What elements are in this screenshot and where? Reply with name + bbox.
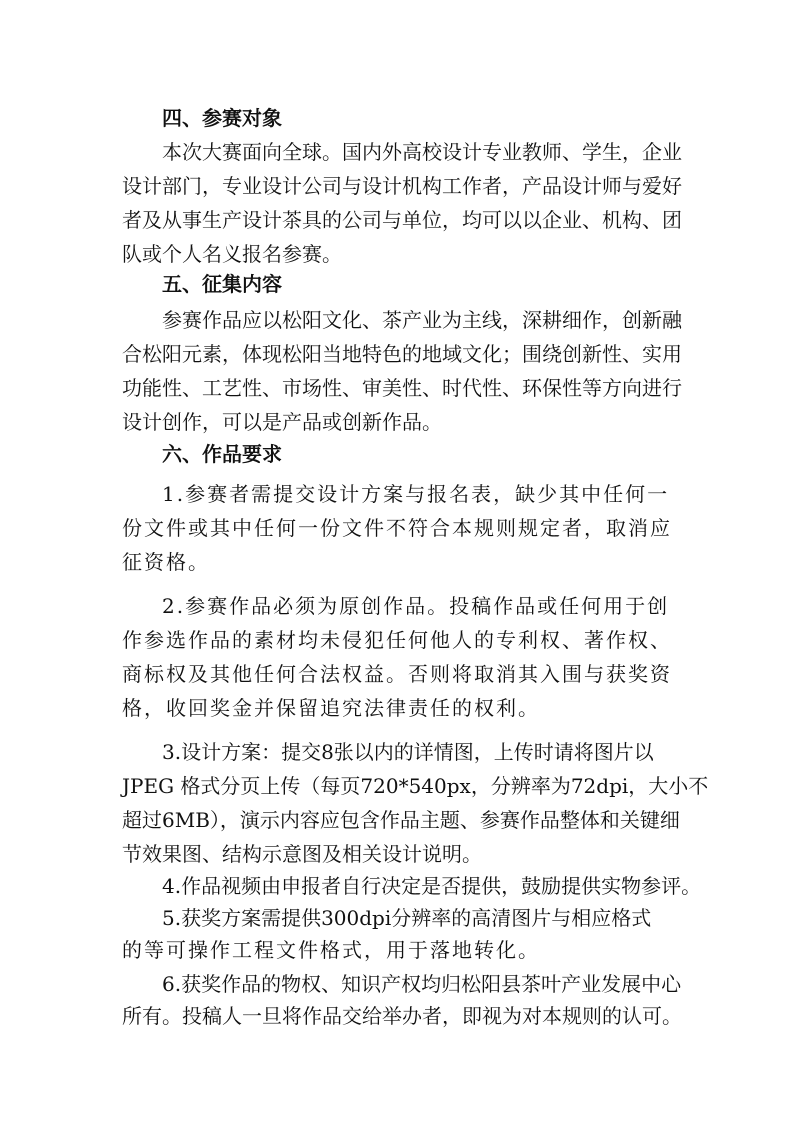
paragraph-line: 者及从事生产设计茶具的公司与单位，均可以以企业、机构、团	[122, 208, 682, 232]
requirement-item-line: 商标权及其他任何合法权益。否则将取消其入围与获奖资	[122, 662, 672, 686]
section-heading-participants: 四、参赛对象	[162, 106, 282, 130]
requirement-item-line: 份文件或其中任何一份文件不符合本规则规定者，取消应	[122, 516, 672, 540]
paragraph-line: 参赛作品应以松阳文化、茶产业为主线，深耕细作，创新融	[162, 308, 682, 332]
requirement-item-line: 征资格。	[122, 550, 210, 574]
paragraph-line: 本次大赛面向全球。国内外高校设计专业教师、学生，企业	[162, 140, 682, 164]
paragraph-line: 设计部门，专业设计公司与设计机构工作者，产品设计师与爱好	[122, 174, 682, 198]
paragraph-line: 功能性、工艺性、市场性、审美性、时代性、环保性等方向进行	[122, 376, 682, 400]
requirement-item-line: 3.设计方案：提交8张以内的详情图，上传时请将图片以	[162, 740, 654, 764]
section-heading-requirements: 六、作品要求	[162, 442, 282, 466]
paragraph-line: 合松阳元素，体现松阳当地特色的地域文化；围绕创新性、实用	[122, 342, 682, 366]
section-heading-content: 五、征集内容	[162, 272, 282, 296]
requirement-item-line: 5.获奖方案需提供300dpi分辨率的高清图片与相应格式	[162, 906, 652, 930]
requirement-item-line: 4.作品视频由申报者自行决定是否提供，鼓励提供实物参评。	[162, 874, 702, 898]
requirement-item-line: 1.参赛者需提交设计方案与报名表，缺少其中任何一	[162, 482, 670, 506]
paragraph-line: 队或个人名义报名参赛。	[122, 242, 342, 266]
requirement-item-line: 超过6MB），演示内容应包含作品主题、参赛作品整体和关键细	[122, 808, 680, 832]
requirement-item-line: 所有。投稿人一旦将作品交给举办者，即视为对本规则的认可。	[122, 1004, 682, 1028]
requirement-item-line: 作参选作品的素材均未侵犯任何他人的专利权、著作权、	[122, 628, 672, 652]
requirement-item-line: 节效果图、结构示意图及相关设计说明。	[122, 842, 482, 866]
paragraph-line: 设计创作，可以是产品或创新作品。	[122, 410, 442, 434]
requirement-item-line: 2.参赛作品必须为原创作品。投稿作品或任何用于创	[162, 594, 670, 618]
requirement-item-line: JPEG 格式分页上传（每页720*540px，分辨率为72dpi，大小不	[122, 774, 709, 798]
requirement-item-line: 的等可操作工程文件格式，用于落地转化。	[122, 938, 540, 962]
requirement-item-line: 6.获奖作品的物权、知识产权均归松阳县茶叶产业发展中心	[162, 972, 682, 996]
requirement-item-line: 格，收回奖金并保留追究法律责任的权利。	[122, 696, 540, 720]
